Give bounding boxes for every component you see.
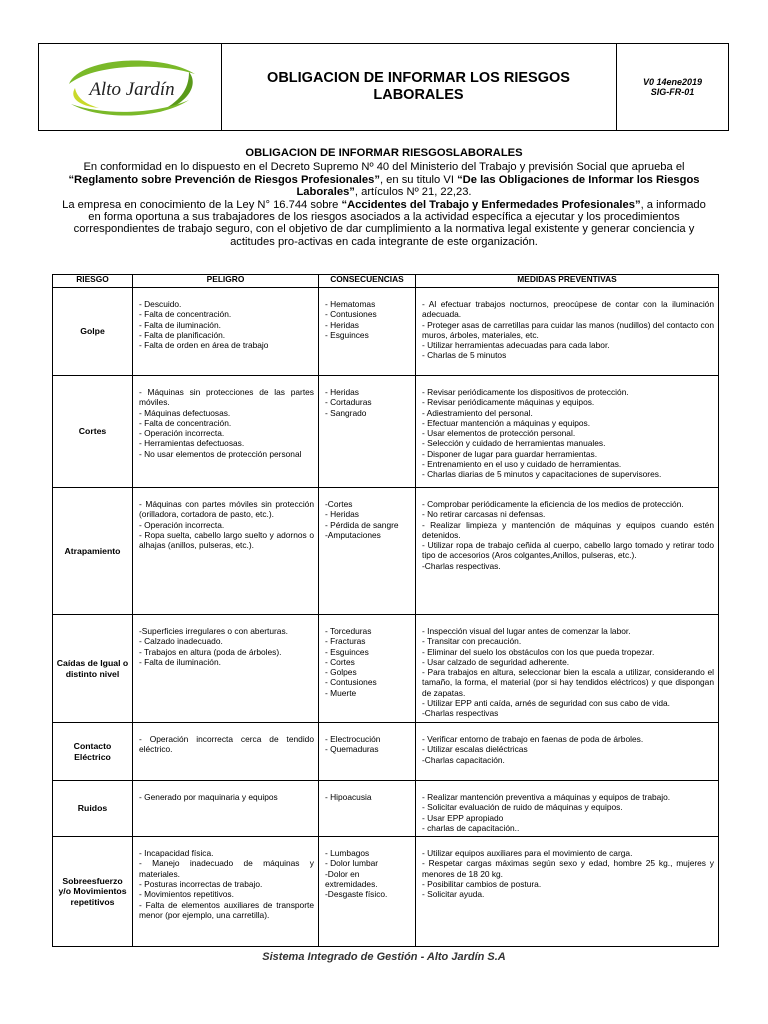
consecuencias-cell (319, 615, 416, 723)
medidas-item: - charlas de capacitación.. (422, 822, 520, 833)
medidas-item: - Usar calzado de seguridad adherente. (422, 656, 570, 667)
peligro-item: - Operación incorrecta. (139, 519, 225, 530)
consecuencias-item: - Golpes (325, 667, 357, 678)
medidas-item: - Efectuar mantención a máquinas y equipos. (422, 417, 591, 428)
peligro-item: - Operación incorrecta cerca de tendido eléctrico. (139, 734, 314, 755)
consecuencias-cell (319, 288, 416, 376)
riesgo-cell: Caídas de Igual o distinto nivel (53, 615, 133, 723)
peligro-cell (133, 615, 319, 723)
header-peligro: PELIGRO (133, 275, 319, 288)
peligro-item: - Generado por maquinaria y equipos (139, 792, 278, 802)
medidas-item: -Charlas respectivas (422, 708, 499, 719)
medidas-item: - Utilizar equipos auxiliares para el movimiento de carga. (422, 848, 633, 859)
consecuencias-cell (319, 837, 416, 947)
peligro-item: - Falta de concentración. (139, 417, 232, 428)
medidas-item: -Charlas respectivas. (422, 560, 501, 571)
peligro-item: - Calzado inadecuado. (139, 636, 223, 647)
consecuencias-item: - Cortes (325, 656, 355, 667)
medidas-item: - Adiestramiento del personal. (422, 407, 533, 418)
medidas-cell (416, 723, 719, 781)
medidas-item: - Utilizar ropa de trabajo ceñida al cuerpo, cabello largo tomado y retirar todo tipo de accesorios (Aros colgantes,Anillos, pulseras, etc.). (422, 540, 714, 561)
peligro-cell (133, 488, 319, 615)
alto-jardin-logo (39, 44, 221, 130)
peligro-item: - Falta de iluminación. (139, 656, 221, 667)
medidas-cell (416, 288, 719, 376)
medidas-item: - Transitar con precaución. (422, 636, 522, 647)
consecuencias-item: - Pérdida de sangre (325, 519, 399, 530)
peligro-item: - Falta de planificación. (139, 329, 226, 340)
p2-ley: “Accidentes del Trabajo y Enfermedades Profesionales” (341, 198, 641, 211)
p1-text-e: , artículos Nº 21, 22,23. (354, 186, 472, 199)
medidas-item: - Disponer de lugar para guardar herramientas. (422, 448, 598, 459)
medidas-item: - Utilizar herramientas adecuadas para cada labor. (422, 340, 610, 351)
table-row (53, 837, 719, 947)
table-row (53, 376, 719, 488)
table-row (53, 615, 719, 723)
medidas-item: - Proteger asas de carretillas para cuidar las manos (nudillos) del contacto con muros, árboles, materiales, etc. (422, 319, 714, 340)
medidas-item: - Inspección visual del lugar antes de comenzar la labor. (422, 626, 631, 636)
medidas-item: - Eliminar del suelo los obstáculos con los que pueda tropezar. (422, 646, 655, 657)
consecuencias-item: - Contusiones (325, 677, 377, 688)
consecuencias-item: - Contusiones (325, 309, 377, 320)
version-label: V0 14ene2019 (642, 77, 703, 87)
version-block (617, 44, 728, 130)
peligro-item: -Superficies irregulares o con aberturas. (139, 626, 288, 636)
medidas-item: - Charlas de 5 minutos (422, 350, 507, 361)
header-medidas: MEDIDAS PREVENTIVAS (416, 275, 719, 288)
medidas-item: - Realizar mantención preventiva a máquinas y equipos de trabajo. (422, 792, 671, 802)
consecuencias-cell (319, 376, 416, 488)
medidas-item: - Respetar cargas máximas según sexo y edad, hombre 25 kg., mujeres y menores de 18 20 kg. (422, 858, 714, 879)
consecuencias-item: - Muerte (325, 687, 357, 698)
medidas-item: - Revisar periódicamente máquinas y equipos. (422, 397, 595, 408)
peligro-item: - Falta de concentración. (139, 309, 232, 320)
header-consecuencias: CONSECUENCIAS (319, 275, 416, 288)
risk-table (52, 274, 719, 947)
medidas-item: - Utilizar EPP anti caída, arnés de seguridad con sus cabo de vida. (422, 698, 670, 709)
logo-cell (39, 44, 222, 130)
p1-reglamento: “Reglamento sobre Prevención de Riesgos Profesionales” (68, 173, 380, 186)
medidas-item: - Usar EPP apropiado (422, 812, 504, 823)
consecuencias-item: - Electrocución (325, 734, 381, 744)
peligro-item: - Descuido. (139, 299, 182, 309)
document-code: SIG-FR-01 (650, 87, 695, 97)
table-row (53, 288, 719, 376)
table-row (53, 781, 719, 837)
consecuencias-item: - Dolor lumbar (325, 858, 379, 869)
p2-text-c: , a informado en forma oportuna a sus trabajadores de los riesgos asociados a la actividad específica a ejecutar y los procedimientos correspondientes de trabajo seguro, con el objetivo de dar cumplimiento a la normativa legal existente y generar conciencia y actitudes pro-activas en cada integrante de este organización. (73, 198, 706, 248)
peligro-item: - Movimientos repetitivos. (139, 889, 234, 900)
medidas-item: - Posibilitar cambios de postura. (422, 879, 542, 890)
consecuencias-item: - Heridas (325, 319, 359, 330)
p1-titulo: “De las Obligaciones de Informar los Riesgos Laborales” (296, 173, 700, 199)
medidas-item: - Comprobar periódicamente la eficiencia de los medios de protección. (422, 499, 684, 509)
medidas-item: - Verificar entorno de trabajo en faenas de poda de árboles. (422, 734, 644, 744)
medidas-item: - Revisar periódicamente los dispositivos de protección. (422, 387, 629, 397)
medidas-item: - No retirar carcasas ni defensas. (422, 509, 546, 520)
peligro-item: - Trabajos en altura (poda de árboles). (139, 646, 282, 657)
consecuencias-item: - Cortaduras (325, 397, 372, 408)
p2-text-a: La empresa en conocimiento de la Ley N° 16.744 sobre (62, 198, 342, 211)
peligro-item: - Posturas incorrectas de trabajo. (139, 879, 263, 890)
header-riesgo: RIESGO (53, 275, 133, 288)
medidas-item: -Charlas capacitación. (422, 754, 505, 765)
peligro-item: - Incapacidad física. (139, 848, 214, 859)
riesgo-cell: Cortes (53, 376, 133, 488)
consecuencias-item: -Amputaciones (325, 529, 381, 540)
peligro-item: - Falta de elementos auxiliares de transporte menor (por ejemplo, una carretilla). (139, 899, 314, 920)
riesgo-cell: Contacto Eléctrico (53, 723, 133, 781)
medidas-item: - Selección y cuidado de herramientas manuales. (422, 438, 606, 449)
consecuencias-item: -Cortes (325, 499, 353, 509)
intro-paragraph-2 (60, 199, 708, 249)
table-header-row (53, 275, 719, 288)
medidas-cell (416, 488, 719, 615)
medidas-cell (416, 615, 719, 723)
peligro-cell (133, 781, 319, 837)
consecuencias-item: - Hematomas (325, 299, 376, 309)
riesgo-cell: Golpe (53, 288, 133, 376)
consecuencias-item: - Quemaduras (325, 744, 379, 755)
peligro-item: - Máquinas defectuosas. (139, 407, 231, 418)
peligro-item: - Falta de iluminación. (139, 319, 221, 330)
consecuencias-item: -Desgaste físico. (325, 889, 388, 900)
peligro-item: - Falta de orden en área de trabajo (139, 340, 269, 351)
consecuencias-item: - Heridas (325, 387, 359, 397)
medidas-cell (416, 376, 719, 488)
footer: Sistema Integrado de Gestión - Alto Jardín S.A (262, 951, 506, 963)
consecuencias-cell (319, 723, 416, 781)
table-row (53, 488, 719, 615)
logo-text: Alto Jardín (89, 79, 175, 100)
consecuencias-cell (319, 781, 416, 837)
intro-paragraph-1 (60, 161, 708, 198)
consecuencias-item: - Sangrado (325, 407, 367, 418)
peligro-cell (133, 288, 319, 376)
riesgo-cell: Atrapamiento (53, 488, 133, 615)
peligro-item: - No usar elementos de protección personal (139, 448, 302, 459)
p1-text-c: , en su titulo VI (379, 173, 458, 186)
medidas-cell (416, 781, 719, 837)
medidas-item: - Solicitar evaluación de ruido de máquinas y equipos. (422, 802, 623, 813)
peligro-item: - Máquinas con partes móviles sin protección (orilladora, cortadora de pasto, etc.). (139, 499, 314, 520)
medidas-item: - Realizar limpieza y mantención de máquinas y equipos cuando estén detenidos. (422, 519, 714, 540)
p1-text-a: En conformidad en lo dispuesto en el Decreto Supremo Nº 40 del Ministerio del Trabajo y previsión Social que aprueba el (83, 161, 685, 174)
intro-section (60, 147, 708, 248)
consecuencias-item: - Esguinces (325, 329, 369, 340)
medidas-item: - Entrenamiento en el uso y cuidado de herramientas. (422, 459, 622, 470)
table-row (53, 723, 719, 781)
consecuencias-item: -Dolor en extremidades. (325, 868, 378, 890)
peligro-cell (133, 723, 319, 781)
consecuencias-item: - Esguinces (325, 646, 369, 657)
consecuencias-item: - Torceduras (325, 626, 372, 636)
medidas-item: - Al efectuar trabajos nocturnos, preocúpese de contar con la iluminación adecuada. (422, 299, 714, 320)
peligro-item: - Herramientas defectuosas. (139, 438, 245, 449)
peligro-item: - Ropa suelta, cabello largo suelto y adornos o alhajas (anillos, pulseras, etc.). (139, 529, 314, 551)
document-title: OBLIGACION DE INFORMAR LOS RIESGOS LABORALES (221, 44, 617, 130)
peligro-item: - Operación incorrecta. (139, 428, 225, 439)
riesgo-cell: Sobreesfuerzo y/o Movimientos repetitivos (53, 837, 133, 947)
medidas-item: - Charlas diarias de 5 minutos y capacitaciones de supervisores. (422, 469, 662, 480)
medidas-item: - Utilizar escalas dieléctricas (422, 744, 528, 755)
peligro-cell (133, 837, 319, 947)
consecuencias-item: - Hipoacusia (325, 792, 372, 802)
medidas-item: - Solicitar ayuda. (422, 889, 485, 900)
consecuencias-cell (319, 488, 416, 615)
consecuencias-item: - Lumbagos (325, 848, 370, 859)
intro-heading: OBLIGACION DE INFORMAR RIESGOSLABORALES (245, 147, 523, 159)
medidas-item: - Para trabajos en altura, seleccionar bien la escala a utilizar, considerando el tamaño, la forma, el material (por si hay tendidos eléctricos) y que dispongan de zapatas. (422, 667, 714, 698)
peligro-item: - Máquinas sin protecciones de las partes móviles. (139, 387, 314, 408)
peligro-cell (133, 376, 319, 488)
consecuencias-item: - Fracturas (325, 636, 366, 647)
medidas-cell (416, 837, 719, 947)
document-header (38, 43, 729, 131)
riesgo-cell: Ruidos (53, 781, 133, 837)
medidas-item: - Usar elementos de protección personal. (422, 428, 576, 439)
peligro-item: - Manejo inadecuado de máquinas y materiales. (139, 858, 314, 879)
consecuencias-item: - Heridas (325, 509, 359, 520)
